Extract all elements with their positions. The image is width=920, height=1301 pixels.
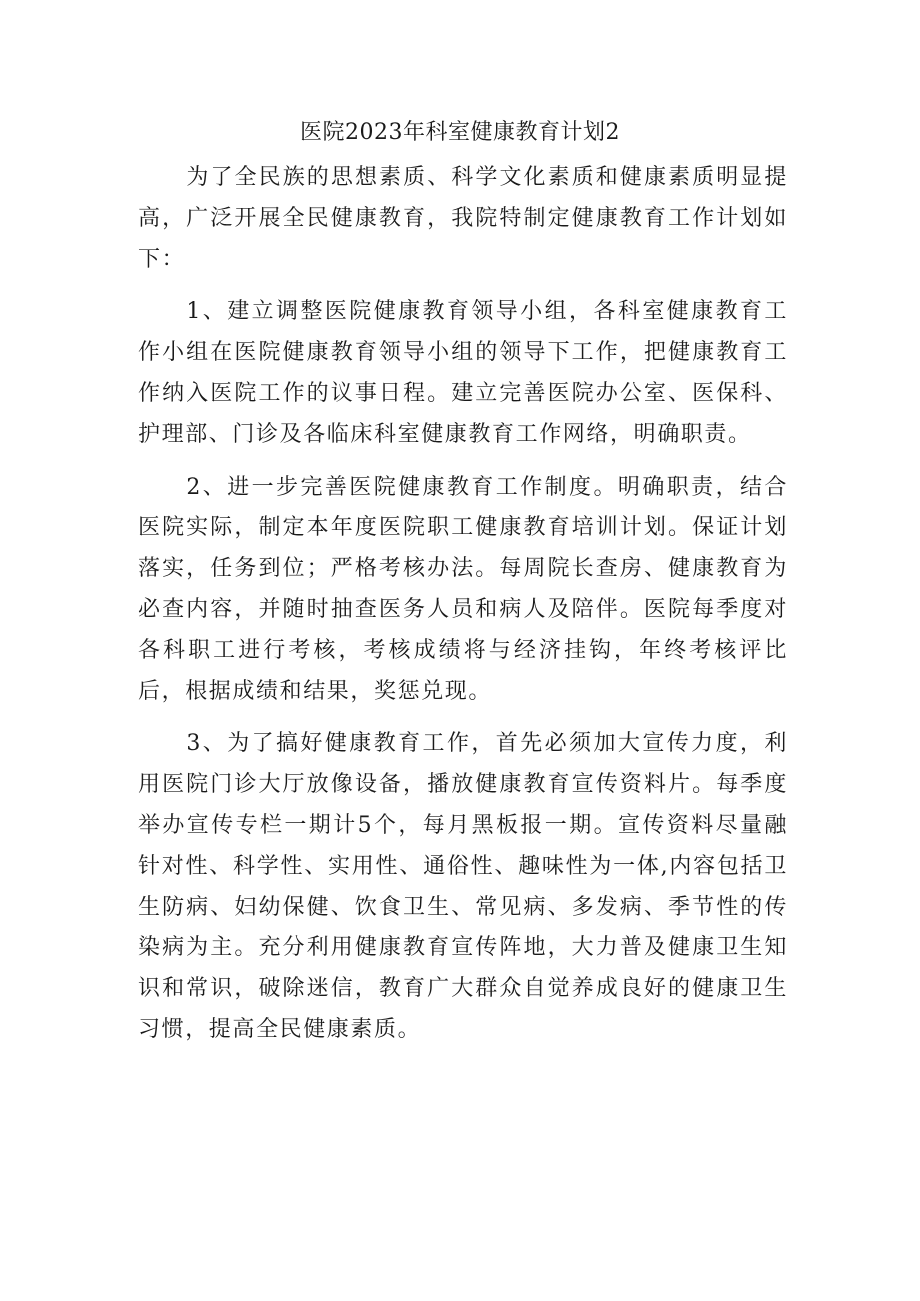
document-body [138,158,788,1063]
paragraph-item-1: 1、建立调整医院健康教育领导小组，各科室健康教育工作小组在医院健康教育领导小组的领导下工作，把健康教育工作纳入医院工作的议事日程。建立完善医院办公室、医保科、护理部、门诊及各临床科室健康教育工作网络，明确职责。 [138,299,788,447]
paragraph-item-3: 3、为了搞好健康教育工作，首先必须加大宣传力度，利用医院门诊大厅放像设备，播放健康教育宣传资料片。每季度举办宣传专栏一期计5个，每月黑板报一期。宣传资料尽量融针对性、科学性、实用性、通俗性、趣味性为一体,内容包括卫生防病、妇幼保健、饮食卫生、常见病、多发病、季节性的传染病为主。充分利用健康教育宣传阵地，大力普及健康卫生知识和常识，破除迷信，教育广大群众自觉养成良好的健康卫生习惯，提高全民健康素质。 [138,731,788,1042]
document-title: 医院2023年科室健康教育计划2 [300,120,620,145]
paragraph-item-2: 2、进一步完善医院健康教育工作制度。明确职责，结合医院实际，制定本年度医院职工健康教育培训计划。保证计划落实，任务到位；严格考核办法。每周院长查房、健康教育为必查内容，并随时抽查医务人员和病人及陪伴。医院每季度对各科职工进行考核，考核成绩将与经济挂钩，年终考核评比后，根据成绩和结果，奖惩兑现。 [138,474,788,704]
paragraph-intro: 为了全民族的思想素质、科学文化素质和健康素质明显提高，广泛开展全民健康教育，我院特制定健康教育工作计划如下： [138,165,788,272]
